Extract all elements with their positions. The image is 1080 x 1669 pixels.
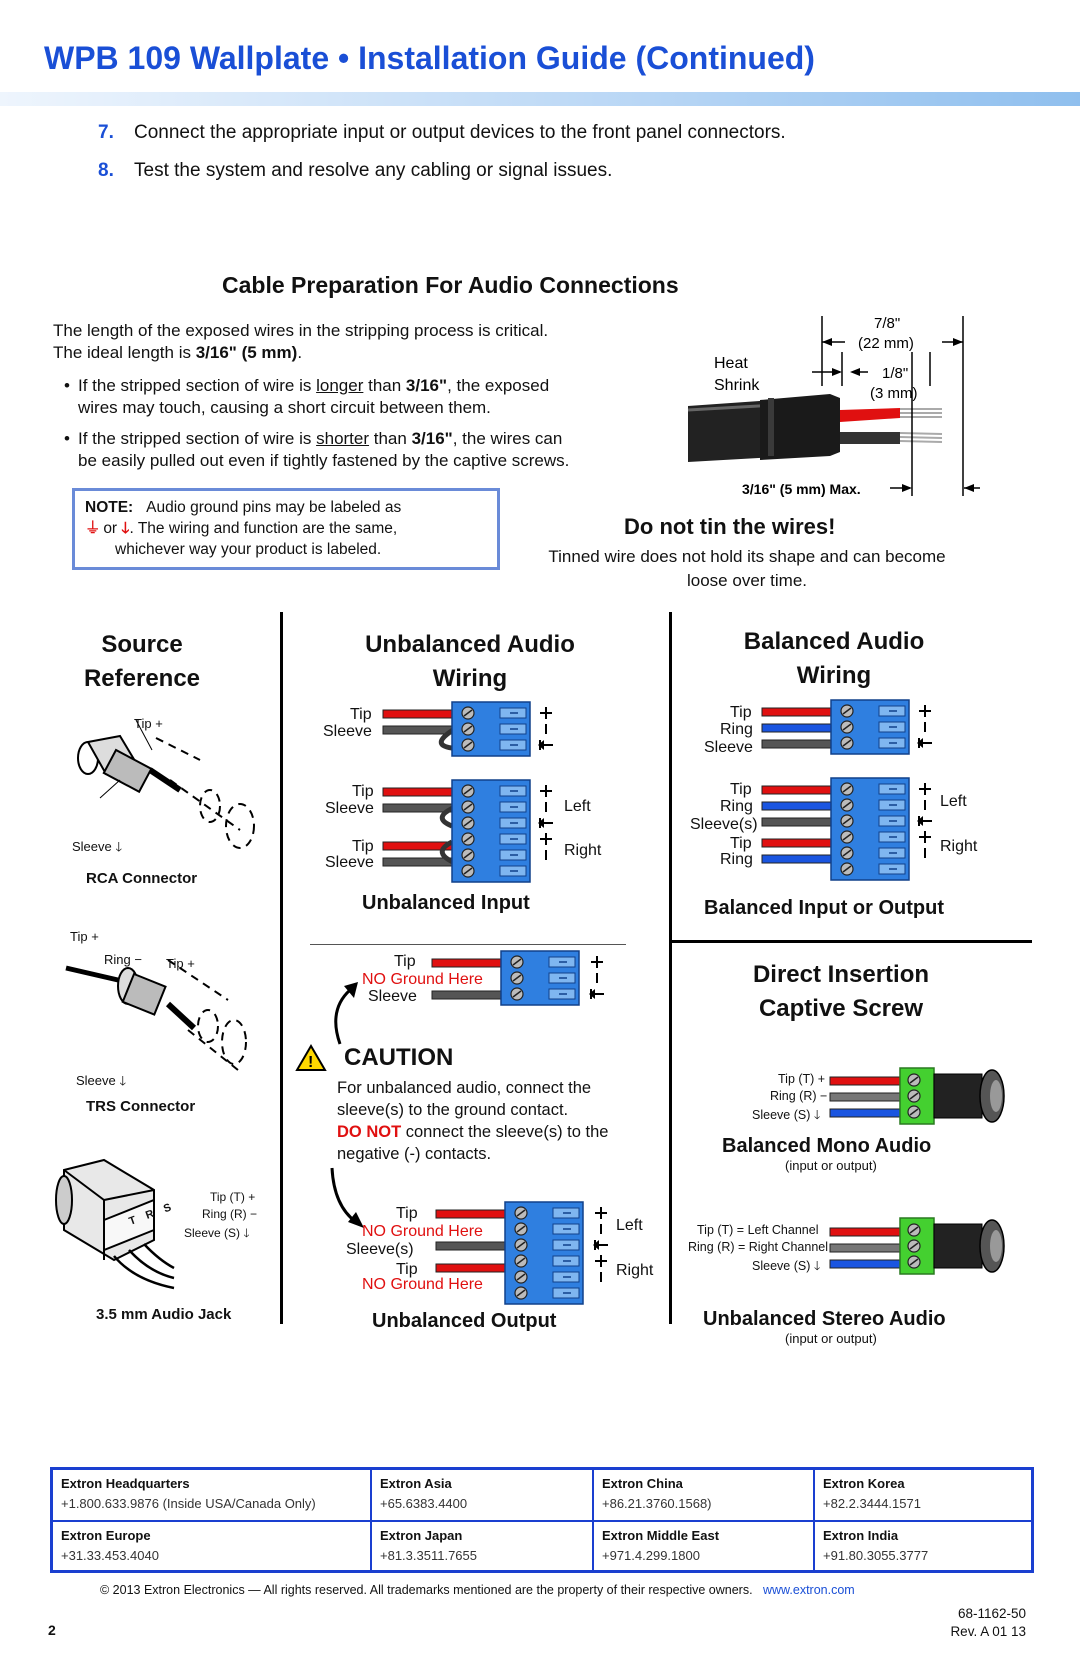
bal-sleeve-label: Sleeve [704,739,753,756]
tip-wire [436,1210,506,1218]
bullet-text: If the stripped section of wire is [78,376,317,395]
jack-pin-letters: T R S [127,1200,177,1228]
unbal-stereo-tip2-label: Tip [352,838,374,855]
step-number: 7. [98,122,114,143]
tip-wire [762,839,832,847]
bullet-underlined: shorter [316,429,370,448]
bal-tip-label: Tip [730,704,752,721]
ring-wire [762,802,832,810]
jack-sleeve-text: Sleeve (S) [184,1226,241,1240]
shrink-label: Shrink [714,377,760,394]
unbal-stereo-sleeve2-label: Sleeve [325,854,374,871]
ground-symbol-icon: ⏚ [85,520,101,537]
unbal-right-label: Right [564,842,602,859]
tin-heading: Do not tin the wires! [624,514,836,539]
office-cell [61,1474,316,1514]
caution-text [337,1077,657,1165]
note-label: NOTE: [85,499,134,516]
tip-wire [830,1077,902,1085]
dim-3mm: (3 mm) [870,385,918,402]
office-cell [61,1526,159,1566]
bullet-text-line2: wires may touch, causing a short circuit between them. [78,398,491,417]
office-name: Extron Asia [380,1476,452,1491]
no-ground-label: NO Ground Here [362,971,483,988]
bullet-underlined: longer [316,376,364,395]
mono-sleeve-text: Sleeve (S) [752,1108,811,1122]
caution-line: For unbalanced audio, connect the [337,1079,592,1097]
office-cell [380,1474,467,1514]
bullet-dot: • [64,429,70,448]
bal-right-label: Right [940,838,978,855]
unbal-out-tip-label: Tip [396,1205,418,1222]
title-line: Unbalanced Audio [365,631,575,658]
curved-arrow-icon [336,990,350,1044]
office-cell [380,1526,477,1566]
tip-wire [383,788,453,796]
office-name: Extron China [602,1476,683,1491]
doc-number: 68-1162-50 [957,1606,1026,1621]
ring-wire [830,1244,902,1252]
caution-title: CAUTION [344,1044,454,1071]
balanced-title [684,625,984,693]
curved-arrow-icon [332,1168,356,1222]
office-phone: +31.33.453.4040 [61,1548,159,1563]
bullet-text-line2: be easily pulled out even if tightly fastened by the captive screws. [78,451,570,470]
office-contacts-table [50,1467,1034,1573]
bal-stereo-ring2-label: Ring [720,851,753,868]
title-line: Reference [83,665,201,692]
table-col-divider [370,1470,372,1570]
title-line: Direct Insertion [752,961,930,988]
tip-wire [762,786,832,794]
office-phone: +971.4.299.1800 [602,1548,700,1563]
tin-line-1: Tinned wire does not hold its shape and can become [548,547,946,566]
trs-caption: TRS Connector [86,1098,196,1115]
jack-opening [990,1230,1002,1262]
title-line: Source [101,631,183,658]
office-name: Extron India [823,1528,899,1543]
bullet-text: than [369,429,412,448]
copyright-text: © 2013 Extron Electronics — All rights reserved. All trademarks mentioned are the property of their respective owners. [100,1583,753,1597]
revision: Rev. A 01 13 [950,1624,1026,1639]
office-cell [823,1526,928,1566]
title-line: Balanced Audio [743,628,925,655]
bal-left-label: Left [940,793,967,810]
doc-info [930,1605,1026,1641]
jack-body [934,1074,982,1118]
ring-wire [830,1093,902,1101]
ring-wire [762,855,832,863]
office-name: Extron Middle East [602,1528,720,1543]
no-ground-label: NO Ground Here [362,1276,483,1293]
office-phone: +65.6383.4400 [380,1496,468,1511]
table-row-divider [53,1520,1031,1522]
dim-1-8: 1/8" [882,365,909,382]
tip-wire [383,710,453,718]
bullet-text: , the wires can [452,429,563,448]
office-cell [602,1474,712,1514]
sleeve-wire [762,818,832,826]
page-title: WPB 109 Wallplate • Installation Guide (Continued) [44,40,815,76]
note-text: whichever way your product is labeled. [115,541,382,558]
max-length-label: 3/16" (5 mm) Max. [742,481,861,497]
stereo-caption: Unbalanced Stereo Audio [703,1308,946,1330]
title-line: Wiring [432,665,508,692]
ground-arrow-icon: 🡓 [115,839,123,854]
table-col-divider [592,1470,594,1570]
bal-stereo-ring-label: Ring [720,798,753,815]
office-phone: +82.2.3444.1571 [823,1496,921,1511]
office-name: Extron Europe [61,1528,151,1543]
unbal-out-right-label: Right [616,1262,654,1279]
office-cell [823,1474,921,1514]
step-text: Connect the appropriate input or output devices to the front panel connectors. [134,122,786,143]
unbal-mono-tip-label: Tip [350,706,372,723]
do-not-text: DO NOT [337,1123,402,1141]
intro-period: . [297,343,303,362]
jack-ring-label: Ring (R) − [202,1207,258,1221]
tip-wire [432,959,502,967]
intro-line-1: The length of the exposed wires in the stripping process is critical. [53,321,549,340]
bullet-text: If the stripped section of wire is [78,429,317,448]
bullet-text: , the exposed [447,376,550,395]
bal-stereo-sleeves-label: Sleeve(s) [690,816,758,833]
sleeve-wire [432,991,502,999]
caution-line: sleeve(s) to the ground contact. [337,1101,569,1119]
mono-sleeve-label [752,1106,820,1127]
bal-stereo-tip-label: Tip [730,781,752,798]
sleeve-wire [436,1242,506,1250]
caution-warning-icon [296,1044,326,1072]
cable-prep-heading: Cable Preparation For Audio Connections [222,272,679,298]
note-text: Audio ground pins may be labeled as [146,499,402,516]
stereo-sub: (input or output) [785,1331,877,1346]
jack-opening [990,1080,1002,1112]
sleeve-wire [830,1260,902,1268]
website-link[interactable]: www.extron.com [763,1583,855,1597]
copyright-line [100,1583,855,1597]
mono-ring-label: Ring (R) − [770,1089,828,1103]
unbal-mono-sleeve-label: Sleeve [323,723,372,740]
unbalanced-output-caption: Unbalanced Output [372,1310,557,1332]
ground-arrow-icon: 🡓 [243,1226,250,1240]
sleeve-wire [830,1109,902,1117]
trs-ring-label: Ring − [104,952,142,967]
balanced-caption: Balanced Input or Output [704,897,944,919]
unbal-caution-sleeve-label: Sleeve [368,988,417,1005]
ground-arrow-icon: 🡓 [813,1259,821,1273]
office-phone: +1.800.633.9876 (Inside USA/Canada Only) [61,1496,316,1511]
rca-sleeve-text: Sleeve [72,839,112,854]
sleeve-wire [383,726,453,734]
unbal-out-sleeves-label: Sleeve(s) [346,1241,414,1258]
title-line: Wiring [796,662,872,689]
unbal-stereo-tip-label: Tip [352,783,374,800]
trs-tip-label: Tip + [70,929,99,944]
rca-caption: RCA Connector [86,870,198,887]
bal-ring-label: Ring [720,721,753,738]
mono-caption: Balanced Mono Audio [722,1135,932,1157]
jack-body [934,1224,982,1268]
bullet-text: than [363,376,406,395]
stereo-tip-label: Tip (T) = Left Channel [697,1223,819,1237]
mono-tip-label: Tip (T) + [778,1072,826,1086]
direct-insertion-title [686,958,996,1026]
no-ground-label: NO Ground Here [362,1223,483,1240]
table-col-divider [813,1470,815,1570]
note-text: . The wiring and function are the same, [129,520,398,537]
tip-wire [830,1228,902,1236]
office-phone: +86.21.3760.1568) [602,1496,712,1511]
ground-arrow-icon: 🡓 [121,520,130,537]
jack-caption: 3.5 mm Audio Jack [96,1306,232,1323]
caution-line: negative (-) contacts. [337,1145,492,1163]
bal-stereo-tip2-label: Tip [730,835,752,852]
unbal-left-label: Left [564,798,591,815]
intro-text: The ideal length is [53,343,196,362]
note-text: or [103,520,118,537]
tin-line-2: loose over time. [687,571,807,590]
unbal-out-tip2-label: Tip [396,1261,418,1278]
office-cell [602,1526,719,1566]
ring-wire [762,724,832,732]
tip-wire [762,708,832,716]
dim-7-8: 7/8" [874,315,901,332]
bullet-bold: 3/16" [405,376,448,395]
stereo-ring-label: Ring (R) = Right Channel [688,1240,828,1254]
caution-line [337,1121,657,1143]
unbal-caution-tip-label: Tip [394,953,416,970]
tip-wire [436,1264,506,1272]
unbal-out-left-label: Left [616,1217,643,1234]
rca-tip-label: Tip + [134,716,163,731]
office-name: Extron Korea [823,1476,905,1491]
bullet-bold: 3/16" [411,429,453,448]
page-number: 2 [48,1622,56,1638]
jack-tip-label: Tip (T) + [210,1190,256,1204]
unbalanced-input-caption: Unbalanced Input [362,892,530,914]
title-line: Captive Screw [758,995,924,1022]
sleeve-wire [383,858,453,866]
step-text: Test the system and resolve any cabling or signal issues. [134,160,613,181]
step-number: 8. [98,160,114,181]
office-name: Extron Headquarters [61,1476,190,1491]
svg-text:!: ! [308,1054,314,1071]
sleeve-wire [762,740,832,748]
trs-tip2-label: Tip + [166,956,195,971]
office-name: Extron Japan [380,1528,463,1543]
heat-label: Heat [714,355,748,372]
bullet-dot: • [64,376,70,395]
unbal-stereo-sleeve-label: Sleeve [325,800,374,817]
trs-sleeve-text: Sleeve [76,1073,116,1088]
caution-line-text: connect the sleeve(s) to the [401,1123,609,1141]
dim-22mm: (22 mm) [858,335,914,352]
sleeve-wire [383,804,453,812]
ground-arrow-icon: 🡓 [813,1108,821,1122]
ground-arrow-icon: 🡓 [119,1073,127,1088]
stereo-sleeve-text: Sleeve (S) [752,1259,811,1273]
office-phone: +91.80.3055.3777 [823,1548,929,1563]
mono-sub: (input or output) [785,1158,877,1173]
stereo-sleeve-label [752,1257,820,1278]
office-phone: +81.3.3511.7655 [380,1548,477,1563]
intro-length: 3/16" (5 mm) [195,343,298,362]
